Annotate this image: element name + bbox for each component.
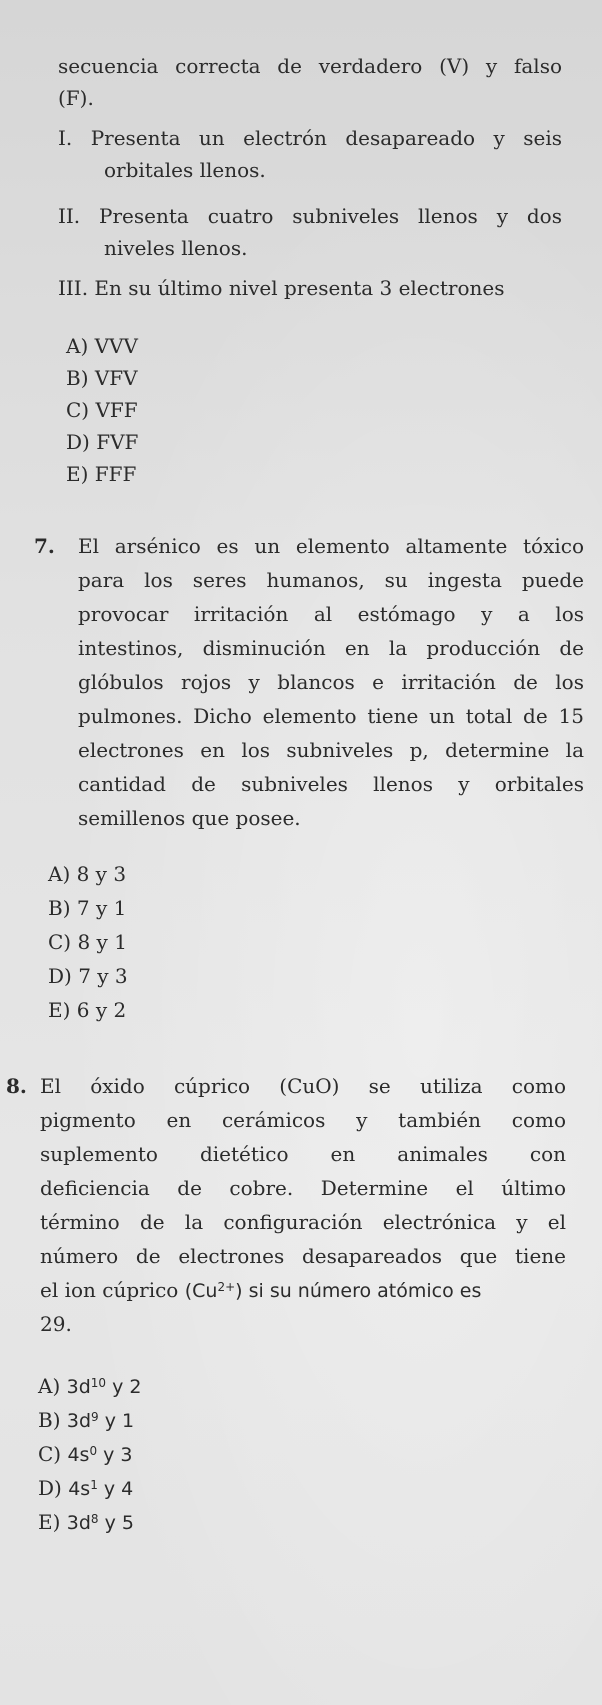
q8-option-b: B) $3d^9$ y 1 [38,1408,135,1432]
q8-number: 8. [6,1074,27,1098]
q8-option-c: C) $4s^0$ y 3 [38,1442,133,1466]
q8-line2: pigmento en cerámicos y también como [40,1108,566,1132]
q8-line7-text: el ion cúprico [40,1278,185,1302]
q8-line4: deficiencia de cobre. Determine el último [40,1176,566,1200]
q8-option-e: E) $3d^8$ y 5 [38,1510,134,1534]
q7-line6: pulmones. Dicho elemento tiene un total de 15 [78,704,584,728]
q6-statement-2-line2: niveles llenos. [104,236,248,260]
q6-statement-2-line1: II. Presenta cuatro subniveles llenos y dos [58,204,562,228]
q7-number: 7. [34,534,55,558]
q7-option-c: C) 8 y 1 [48,930,127,954]
cupric-ion-formula: $(Cu^{2+})$ si su número atómico es [184,1280,482,1302]
q8-line6: número de electrones desapareados que tiene [40,1244,566,1268]
q7-line3: provocar irritación al estómago y a los [78,602,584,626]
q7-line9: semillenos que posee. [78,806,301,830]
q7-line4: intestinos, disminución en la producción de [78,636,584,660]
q6-statement-3: III. En su último nivel presenta 3 electrones [58,276,505,300]
q7-line2: para los seres humanos, su ingesta puede [78,568,584,592]
q6-option-b: B) VFV [66,366,138,390]
q6-option-c: C) VFF [66,398,138,422]
q6-statement-1-line1: I. Presenta un electrón desapareado y seis [58,126,562,150]
q6-option-a: A) VVV [66,334,138,358]
q8-line1: El óxido cúprico (CuO) se utiliza como [40,1074,566,1098]
q7-line5: glóbulos rojos y blancos e irritación de los [78,670,584,694]
q7-option-b: B) 7 y 1 [48,896,127,920]
q6-option-e: E) FFF [66,462,137,486]
q8-line7 [40,1278,481,1303]
q8-line8: 29. [40,1312,72,1336]
q7-line8: cantidad de subniveles llenos y orbitales [78,772,584,796]
q7-option-d: D) 7 y 3 [48,964,128,988]
q7-option-a: A) 8 y 3 [48,862,127,886]
q8-line3: suplemento dietético en animales con [40,1142,566,1166]
q7-line1: El arsénico es un elemento altamente tóxico [78,534,584,558]
q6-option-d: D) FVF [66,430,139,454]
q6-intro-line1: secuencia correcta de verdadero (V) y falso [58,54,562,78]
ion-charge: 2+ [217,1280,236,1294]
q7-option-e: E) 6 y 2 [48,998,127,1022]
q6-intro-line2: (F). [58,86,94,110]
q8-option-d: D) $4s^1$ y 4 [38,1476,134,1500]
q8-option-a: A) $3d^{10}$ y 2 [38,1374,142,1398]
q6-statement-1-line2: orbitales llenos. [104,158,266,182]
q8-line5: término de la configuración electrónica y el [40,1210,566,1234]
q7-line7: electrones en los subniveles p, determine la [78,738,584,762]
